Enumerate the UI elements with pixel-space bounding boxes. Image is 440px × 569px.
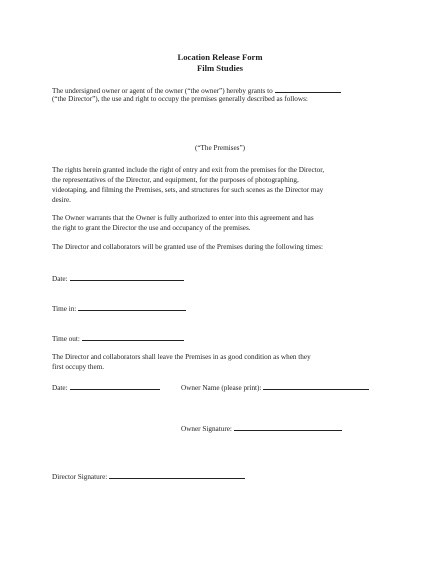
rights-line-3: videotaping, and filming the Premises, sets, and structures for such scenes as the Director may	[52, 186, 324, 194]
warrant-line-1: The Owner warrants that the Owner is fully authorized to enter into this agreement and has	[52, 214, 314, 222]
times-text: The Director and collaborators will be granted use of the Premises during the following times:	[52, 243, 324, 251]
grantee-blank-line[interactable]	[275, 84, 341, 93]
owner-signature-row	[181, 422, 342, 435]
time-in-label: Time in:	[52, 305, 77, 313]
condition-line-2: first occupy them.	[52, 363, 105, 371]
form-subtitle: Film Studies	[196, 63, 244, 73]
owner-signature-field-line[interactable]	[234, 422, 342, 431]
owner-name-row	[181, 381, 369, 394]
time-out-row	[52, 332, 184, 345]
date2-field-line[interactable]	[70, 381, 160, 390]
owner-name-field-line[interactable]	[263, 381, 369, 390]
time-out-field-line[interactable]	[82, 332, 184, 341]
owner-name-label: Owner Name (please print):	[181, 384, 262, 392]
time-out-label: Time out:	[52, 335, 80, 343]
premises-label: (“The Premises”)	[194, 144, 246, 152]
intro-text-1: The undersigned owner or agent of the owner (“the owner”) hereby grants to	[52, 87, 273, 95]
rights-line-4: desire.	[52, 196, 71, 204]
director-signature-field-line[interactable]	[109, 470, 245, 479]
time-in-field-line[interactable]	[78, 302, 186, 311]
director-signature-row	[52, 470, 245, 483]
form-title: Location Release Form	[177, 52, 263, 62]
owner-signature-label: Owner Signature:	[181, 425, 232, 433]
date2-row	[52, 381, 160, 394]
date-label: Date:	[52, 275, 68, 283]
rights-line-2: the representatives of the Director, and equipment, for the purposes of photographing,	[52, 176, 299, 184]
director-signature-label: Director Signature:	[52, 473, 108, 481]
rights-line-1: The rights herein granted include the right of entry and exit from the premises for the Director,	[52, 166, 325, 174]
warrant-line-2: the right to grant the Director the use and occupancy of the premises.	[52, 224, 251, 232]
time-in-row	[52, 302, 186, 315]
date-field-line[interactable]	[70, 272, 184, 281]
date-row	[52, 272, 184, 285]
date2-label: Date:	[52, 384, 68, 392]
condition-line-1: The Director and collaborators shall leave the Premises in as good condition as when they	[52, 353, 311, 361]
intro-paragraph-line-2: (“the Director”), the use and right to occupy the premises generally described as follows:	[52, 95, 308, 103]
